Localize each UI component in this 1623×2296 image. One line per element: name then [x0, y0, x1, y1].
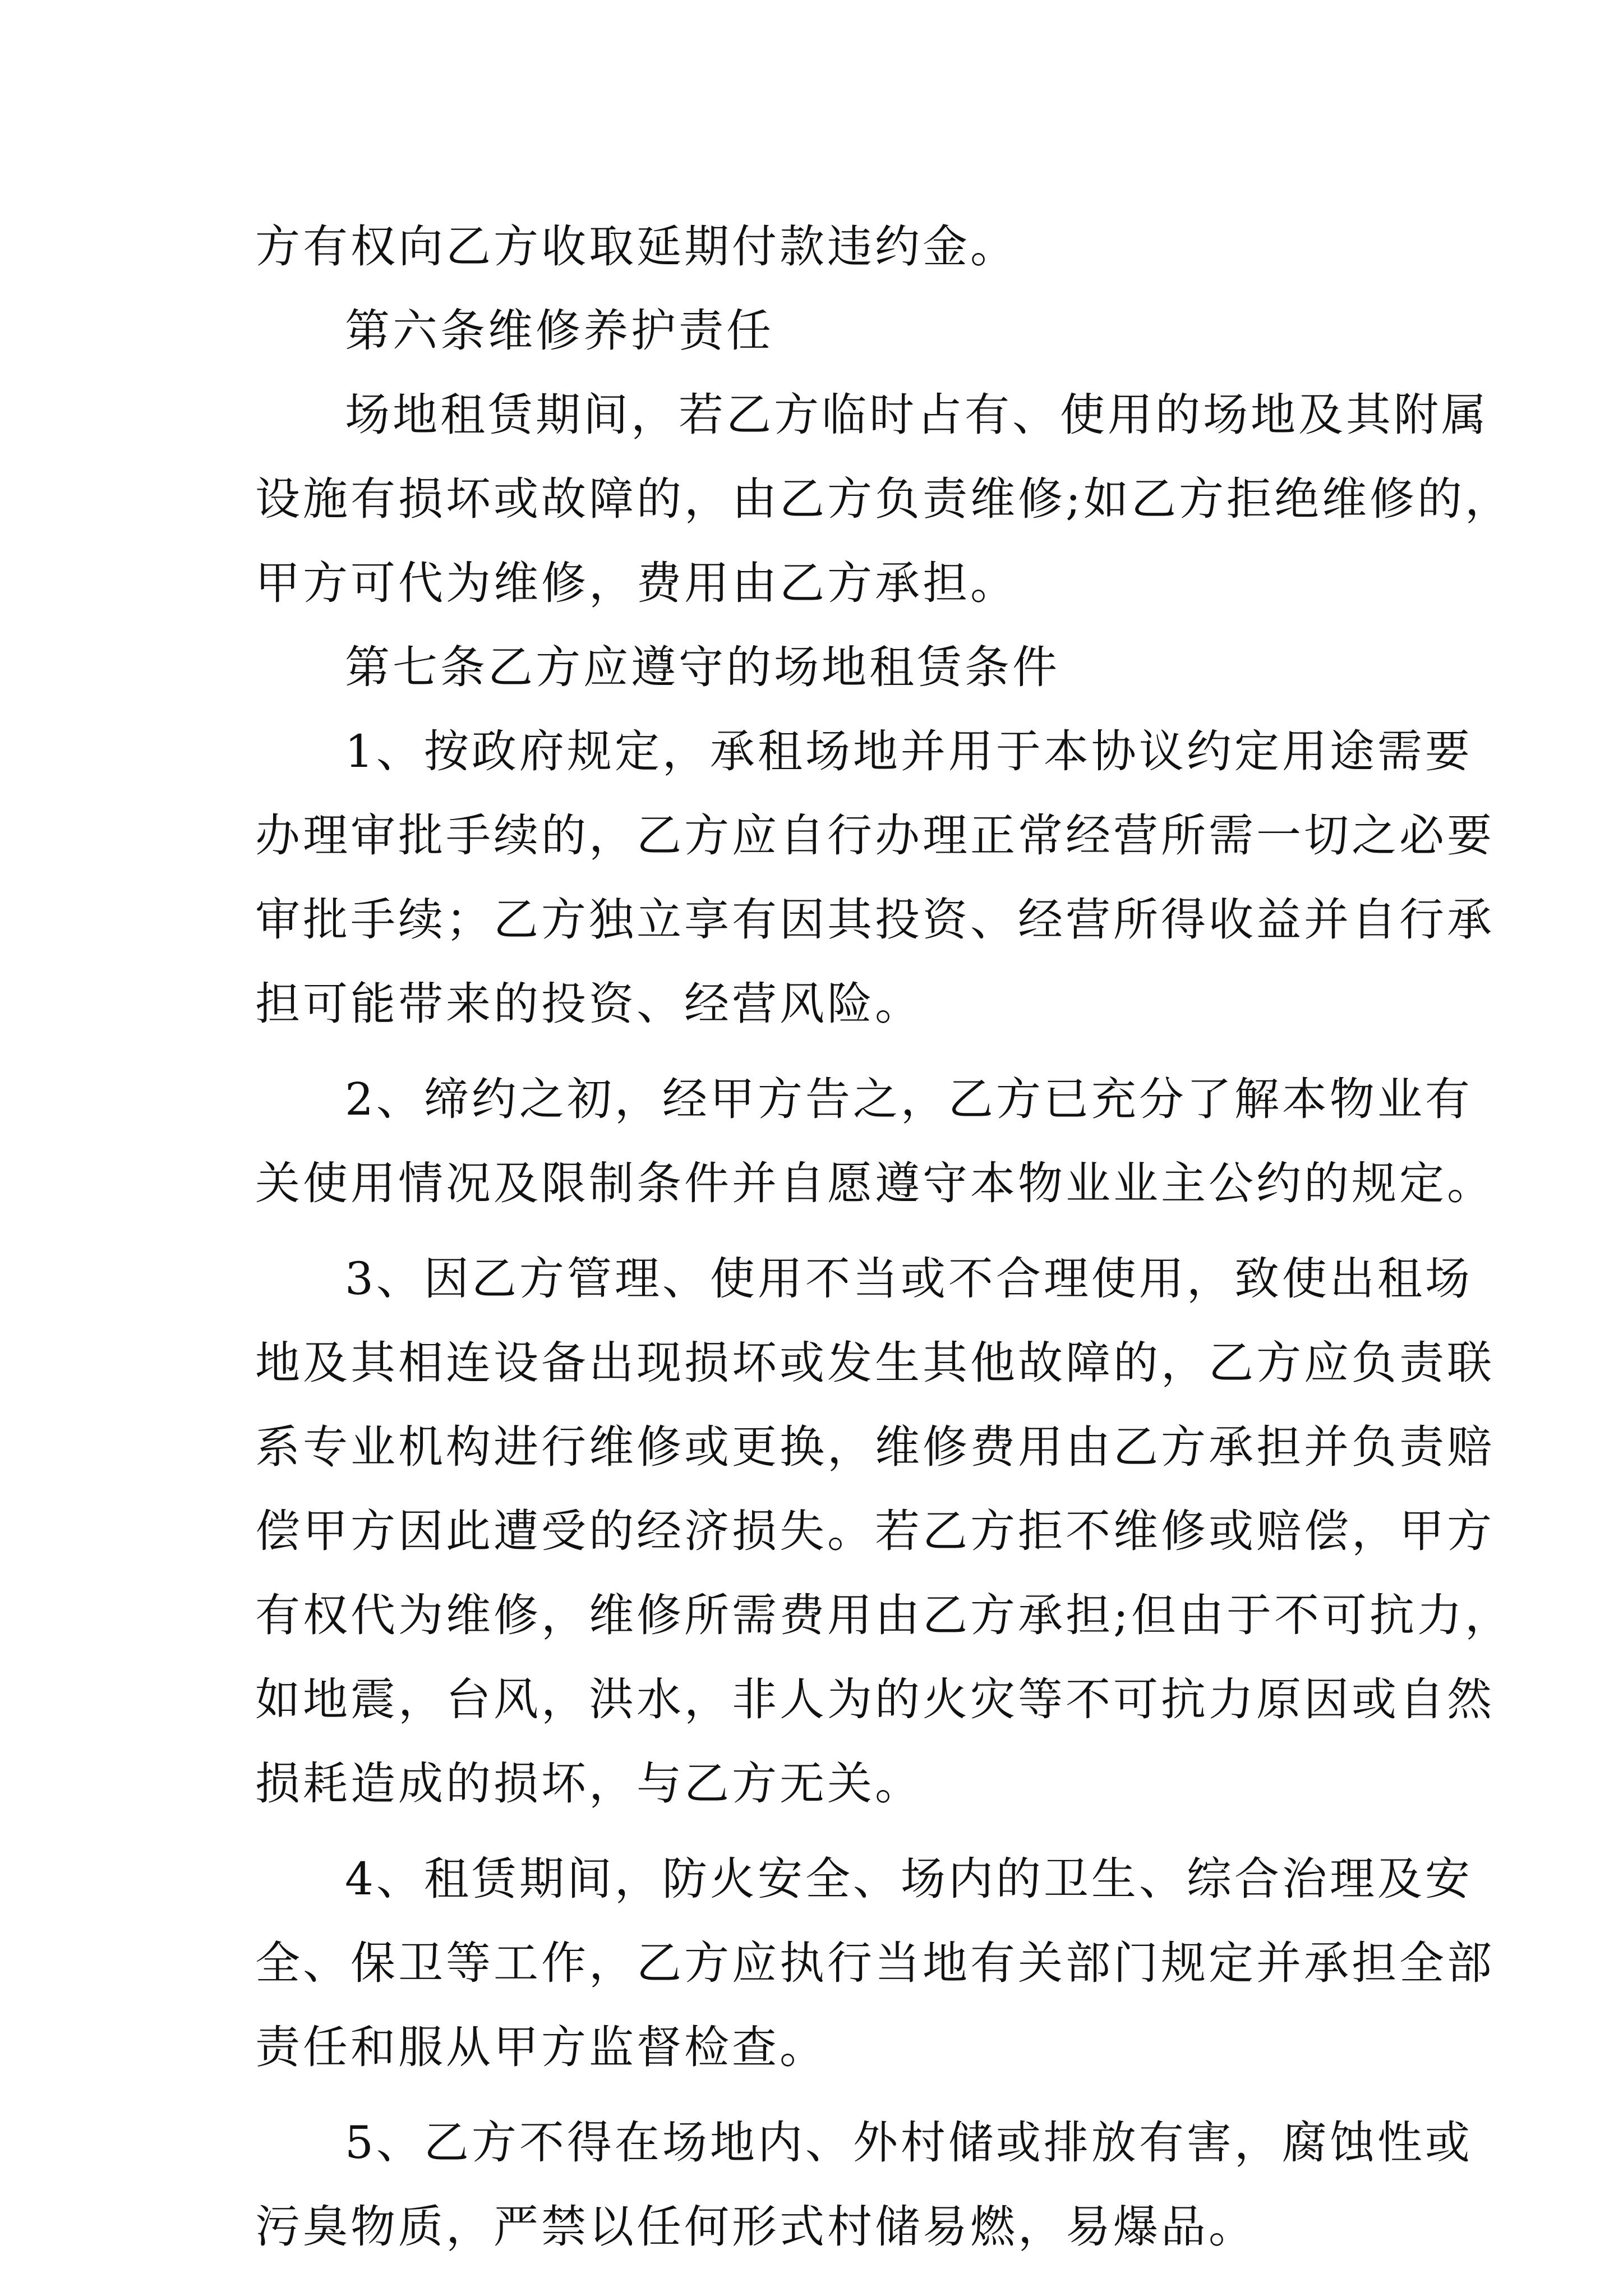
- text-line: 3、因乙方管理、使用不当或不合理使用，致使出租场: [345, 1253, 1473, 1305]
- paragraph-spacer: [255, 2090, 1382, 2101]
- paragraph-maintenance: [255, 373, 1513, 625]
- text-line: 责任和服从甲方监督检查。: [255, 2021, 827, 2073]
- clause-4: [255, 1837, 1495, 2090]
- section-heading: 第七条乙方应遵守的场地租赁条件: [345, 641, 1060, 693]
- text-line: 方有权向乙方收取延期付款违约金。: [255, 220, 1018, 273]
- paragraph-spacer: [255, 1826, 1382, 1837]
- paragraph-spacer: [255, 1046, 1382, 1057]
- text-line: 偿甲方因此遭受的经济损失。若乙方拒不维修或赔偿，甲方: [255, 1505, 1495, 1557]
- clause-1: [255, 710, 1495, 1046]
- text-line: 场地租赁期间，若乙方临时占有、使用的场地及其附属: [345, 389, 1489, 441]
- text-line: 担可能带来的投资、经营风险。: [255, 978, 923, 1030]
- clause-5: [255, 2101, 1473, 2269]
- paragraph-late-fee: [255, 205, 1382, 289]
- heading-article-7: [255, 625, 1382, 710]
- text-line: 审批手续；乙方独立享有因其投资、经营所得收益并自行承: [255, 894, 1495, 946]
- text-line: 办理审批手续的，乙方应自行办理正常经营所需一切之必要: [255, 809, 1495, 862]
- text-line: 地及其相连设备出现损坏或发生其他故障的，乙方应负责联: [255, 1337, 1495, 1389]
- text-line: 污臭物质，严禁以任何形式村储易燃，易爆品。: [255, 2201, 1256, 2253]
- text-line: 5、乙方不得在场地内、外村储或排放有害，腐蚀性或: [345, 2116, 1473, 2169]
- clause-3: [255, 1237, 1513, 1826]
- clause-2: [255, 1057, 1495, 1226]
- text-line: 全、保卫等工作，乙方应执行当地有关部门规定并承担全部: [255, 1937, 1495, 1989]
- text-line: 损耗造成的损坏，与乙方无关。: [255, 1757, 923, 1810]
- paragraph-spacer: [255, 1226, 1382, 1237]
- text-line: 甲方可代为维修，费用由乙方承担。: [255, 557, 1018, 609]
- text-line: 4、租赁期间，防火安全、场内的卫生、综合治理及安: [345, 1853, 1473, 1905]
- text-line: 设施有损坏或故障的，由乙方负责维修;如乙方拒绝维修的，: [255, 473, 1513, 525]
- heading-article-6: [255, 289, 1382, 373]
- section-heading: 第六条维修养护责任: [345, 305, 774, 357]
- text-line: 1、按政府规定，承租场地并用于本协议约定用途需要: [345, 725, 1473, 777]
- text-line: 系专业机构进行维修或更换，维修费用由乙方承担并负责赔: [255, 1421, 1495, 1473]
- text-line: 关使用情况及限制条件并自愿遵守本物业业主公约的规定。: [255, 1157, 1495, 1209]
- text-line: 2、缔约之初，经甲方告之，乙方已充分了解本物业有: [345, 1073, 1473, 1125]
- text-line: 如地震，台风，洪水，非人为的火灾等不可抗力原因或自然: [255, 1673, 1495, 1726]
- text-line: 有权代为维修，维修所需费用由乙方承担;但由于不可抗力，: [255, 1589, 1513, 1641]
- document-body: [255, 205, 1513, 2269]
